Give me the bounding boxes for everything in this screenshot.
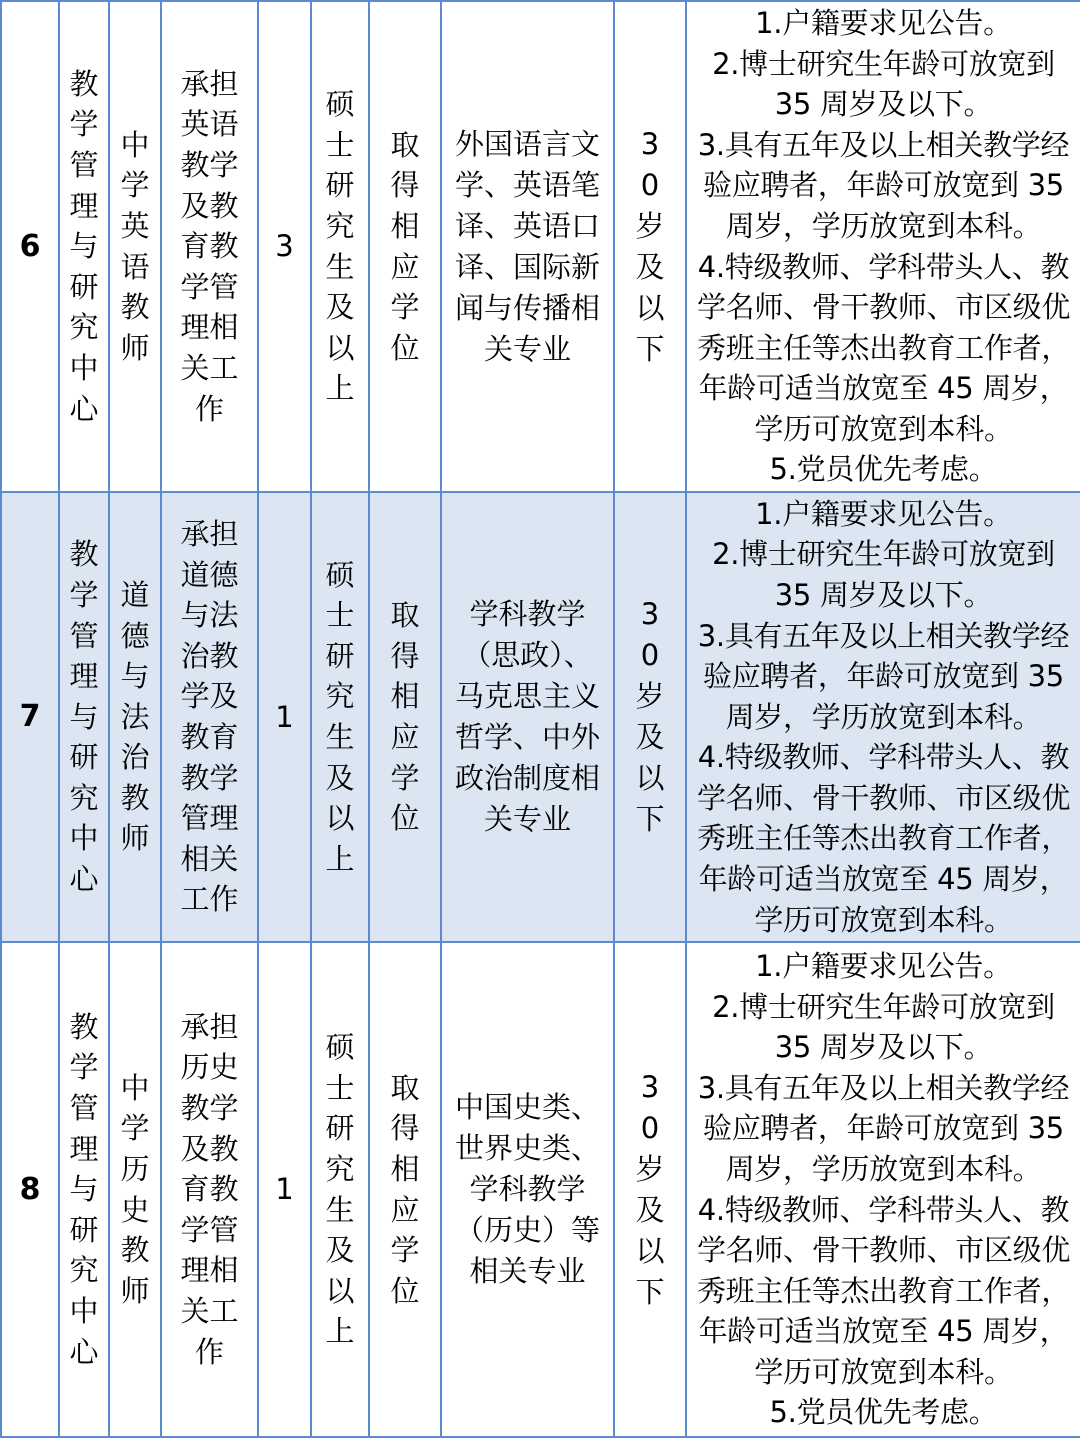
- position-cell: [109, 492, 161, 942]
- hiring-count: 1: [275, 699, 294, 734]
- row-number: 6: [19, 228, 41, 264]
- note-line: 3.具有五年及以上相关教学经: [697, 618, 1070, 653]
- job-duty: 承担英语教学及教育教学管理相关工作: [180, 66, 239, 426]
- note-line: 年龄可适当放宽至 45 周岁，: [698, 371, 1069, 406]
- education-requirement: 硕士研究生及以上: [325, 1030, 355, 1349]
- row-number: 7: [19, 699, 41, 735]
- hiring-count: 3: [275, 229, 294, 264]
- count-cell: [258, 492, 311, 942]
- age-requirement: 30岁及以下: [635, 1069, 665, 1309]
- table-row: [1, 492, 1080, 942]
- note-line: 年龄可适当放宽至 45 周岁，: [698, 862, 1069, 897]
- note-line: 1.户籍要求见公告。: [755, 496, 1012, 531]
- degree-requirement: 取得相应学位: [390, 598, 420, 836]
- job-duty: 承担道德与法治教学及教育教学管理相关工作: [180, 517, 239, 917]
- note-line: 3.具有五年及以上相关教学经: [697, 1070, 1070, 1105]
- note-line: 学名师、骨干教师、市区级优: [696, 290, 1071, 325]
- note-line: 4.特级教师、学科带头人、教: [697, 249, 1070, 284]
- notes-cell: [686, 1, 1080, 492]
- job-duty: 承担历史教学及教育教学管理相关工作: [180, 1009, 239, 1369]
- department: 教学管理与研究中心: [69, 66, 99, 426]
- degree-requirement: 取得相应学位: [390, 127, 420, 365]
- row-number: 8: [19, 1171, 41, 1207]
- note-line: 2.博士研究生年龄可放宽到: [712, 989, 1055, 1024]
- note-line: 学历可放宽到本科。: [754, 1354, 1013, 1389]
- note-line: 周岁，学历放宽到本科。: [725, 699, 1042, 734]
- department-cell: [59, 942, 109, 1437]
- major-requirement: 学科教学（思政）、马克思主义哲学、中外政治制度相关专业: [454, 597, 600, 836]
- degree-requirement: 取得相应学位: [390, 1070, 420, 1308]
- row-number-cell: [1, 1, 59, 492]
- note-line: 学名师、骨干教师、市区级优: [696, 1233, 1071, 1268]
- position-cell: [109, 942, 161, 1437]
- table-row: [1, 942, 1080, 1437]
- department: 教学管理与研究中心: [69, 1009, 99, 1369]
- note-line: 1.户籍要求见公告。: [755, 948, 1012, 983]
- hiring-count: 1: [275, 1172, 294, 1207]
- note-line: 验应聘者，年龄可放宽到 35: [703, 659, 1064, 694]
- note-line: 秀班主任等杰出教育工作者，: [696, 821, 1071, 856]
- department-cell: [59, 1, 109, 492]
- note-line: 验应聘者，年龄可放宽到 35: [703, 1111, 1064, 1146]
- education-requirement: 硕士研究生及以上: [325, 557, 355, 876]
- row-number-cell: [1, 492, 59, 942]
- note-line: 学历可放宽到本科。: [754, 902, 1013, 937]
- notes-cell: [686, 492, 1080, 942]
- count-cell: [258, 942, 311, 1437]
- note-line: 4.特级教师、学科带头人、教: [697, 740, 1070, 775]
- major-cell: [441, 942, 614, 1437]
- note-line: 学名师、骨干教师、市区级优: [696, 780, 1071, 815]
- education-cell: [311, 1, 369, 492]
- degree-cell: [369, 942, 441, 1437]
- education-cell: [311, 942, 369, 1437]
- row-number-cell: [1, 942, 59, 1437]
- age-cell: [614, 492, 686, 942]
- degree-cell: [369, 1, 441, 492]
- note-line: 4.特级教师、学科带头人、教: [697, 1192, 1070, 1227]
- note-line: 2.博士研究生年龄可放宽到: [712, 537, 1055, 572]
- note-line: 35 周岁及以下。: [774, 1030, 993, 1065]
- major-requirement: 中国史类、世界史类、学科教学（历史）等相关专业: [454, 1090, 600, 1288]
- notes-cell: [686, 942, 1080, 1437]
- note-line: 年龄可适当放宽至 45 周岁，: [698, 1314, 1069, 1349]
- duty-cell: [161, 942, 258, 1437]
- note-line: 秀班主任等杰出教育工作者，: [696, 1273, 1071, 1308]
- degree-cell: [369, 492, 441, 942]
- position-cell: [109, 1, 161, 492]
- note-line: 学历可放宽到本科。: [754, 411, 1013, 446]
- major-cell: [441, 492, 614, 942]
- count-cell: [258, 1, 311, 492]
- note-line: 验应聘者，年龄可放宽到 35: [703, 168, 1064, 203]
- position-name: 道德与法治教师: [120, 577, 150, 856]
- education-cell: [311, 492, 369, 942]
- note-line: 5.党员优先考虑。: [769, 1395, 998, 1430]
- note-line: 2.博士研究生年龄可放宽到: [712, 46, 1055, 81]
- duty-cell: [161, 1, 258, 492]
- note-line: 5.党员优先考虑。: [769, 452, 998, 487]
- note-line: 3.具有五年及以上相关教学经: [697, 127, 1070, 162]
- position-name: 中学历史教师: [120, 1070, 150, 1308]
- note-line: 周岁，学历放宽到本科。: [725, 208, 1042, 243]
- department-cell: [59, 492, 109, 942]
- duty-cell: [161, 492, 258, 942]
- age-requirement: 30岁及以下: [635, 597, 665, 836]
- age-cell: [614, 1, 686, 492]
- note-line: 35 周岁及以下。: [774, 87, 993, 122]
- position-name: 中学英语教师: [120, 127, 150, 365]
- age-requirement: 30岁及以下: [635, 126, 665, 366]
- major-cell: [441, 1, 614, 492]
- note-line: 35 周岁及以下。: [774, 577, 993, 612]
- education-requirement: 硕士研究生及以上: [325, 87, 355, 406]
- age-cell: [614, 942, 686, 1437]
- major-requirement: 外国语言文学、英语笔译、英语口译、国际新闻与传播相关专业: [454, 126, 600, 366]
- note-line: 1.户籍要求见公告。: [755, 5, 1012, 40]
- note-line: 周岁，学历放宽到本科。: [725, 1151, 1042, 1186]
- note-line: 秀班主任等杰出教育工作者，: [696, 330, 1071, 365]
- department: 教学管理与研究中心: [69, 537, 99, 897]
- table-row: [1, 1, 1080, 492]
